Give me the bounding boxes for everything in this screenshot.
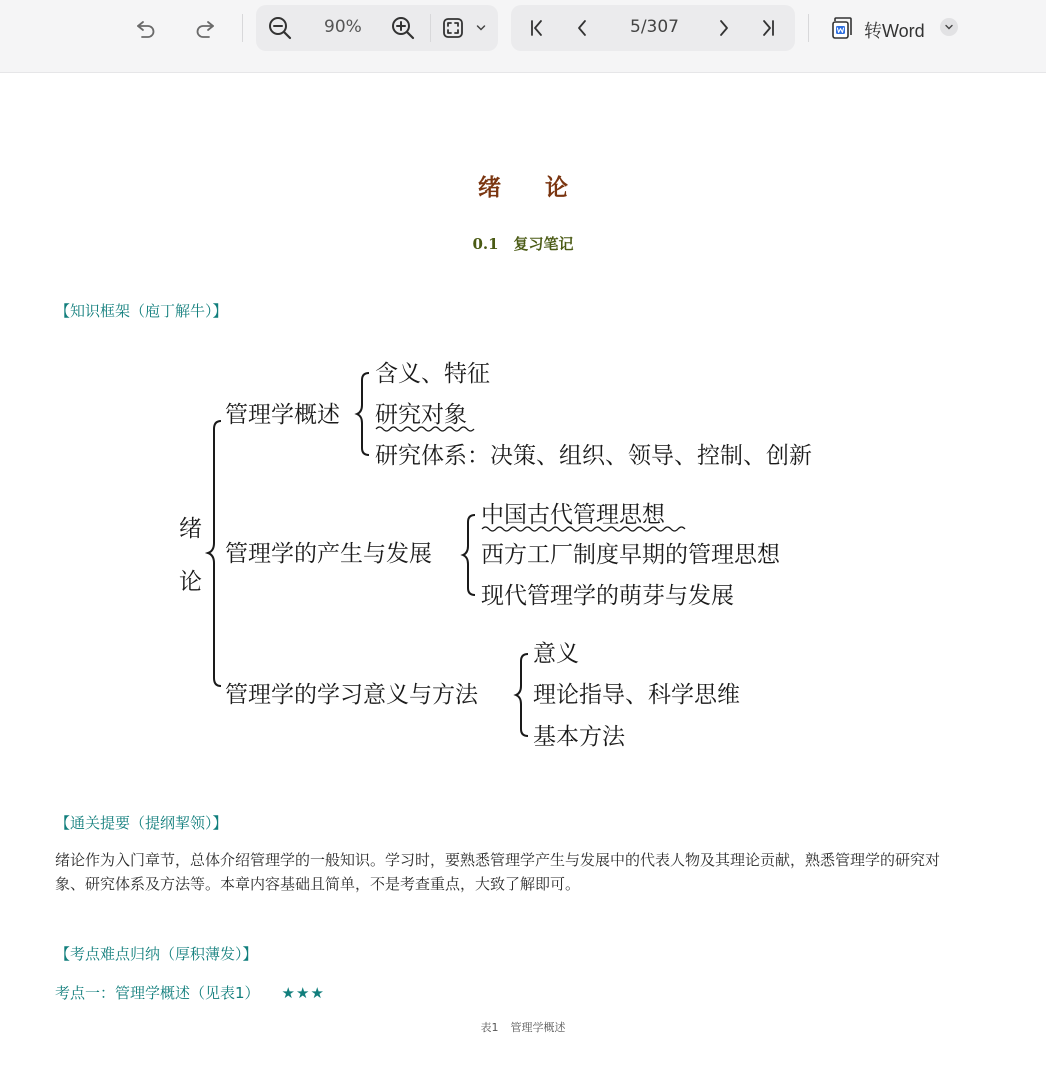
branch-label: 管理学的产生与发展 <box>225 541 432 567</box>
chevron-down-icon <box>476 24 486 32</box>
summary-paragraph <box>55 848 995 896</box>
zoom-in-icon <box>390 15 416 41</box>
branch-item: 基本方法 <box>533 724 625 750</box>
zoom-divider <box>430 14 431 42</box>
fit-screen-icon <box>441 16 465 40</box>
chevron-down-icon <box>944 23 954 31</box>
branch-item: 西方工厂制度早期的管理思想 <box>481 542 780 568</box>
section-subtitle: 0.1 复习笔记 <box>472 235 574 253</box>
chapter-title: 绪 论 <box>477 174 586 201</box>
branch-item: 理论指导、科学思维 <box>533 682 740 708</box>
summary-heading: 【通关提要（提纲挈领）】 <box>55 814 228 832</box>
fit-screen-button[interactable] <box>436 8 470 48</box>
summary-line: 绪论作为入门章节，总体介绍管理学的一般知识。学习时，要熟悉管理学产生与发展中的代表人物及其理论贡献，熟悉管理学的研究对 <box>55 851 941 869</box>
convert-word-label[interactable]: 转Word <box>864 21 925 41</box>
page-indicator[interactable]: 5/307 <box>630 17 679 37</box>
branch-label: 管理学概述 <box>225 402 340 428</box>
table-caption <box>0 1019 1046 1035</box>
convert-word-button[interactable] <box>828 8 858 48</box>
word-icon <box>830 15 856 41</box>
viewer-toolbar <box>0 0 1046 73</box>
document-page <box>0 73 1046 1078</box>
fit-options-dropdown[interactable] <box>472 8 490 48</box>
caption-number: 表1 <box>480 1021 499 1034</box>
redo-button[interactable] <box>185 8 225 48</box>
first-page-icon <box>526 17 548 39</box>
branch-item: 研究对象 <box>375 402 467 428</box>
toolbar-divider <box>242 14 243 42</box>
last-page-button[interactable] <box>752 8 784 48</box>
undo-icon <box>134 16 158 40</box>
branch-item: 含义、特征 <box>375 361 490 387</box>
branch-item: 现代管理学的萌芽与发展 <box>481 583 734 609</box>
prev-page-icon <box>572 17 594 39</box>
redo-icon <box>193 16 217 40</box>
summary-line: 象、研究体系及方法等。本章内容基础且简单，不是考查重点，大致了解即可。 <box>55 875 581 893</box>
root-char: 绪 <box>179 516 202 542</box>
next-page-icon <box>712 17 734 39</box>
branch-bracket <box>516 654 528 736</box>
first-page-button[interactable] <box>521 8 553 48</box>
branch-bracket <box>357 373 369 455</box>
branch-bracket <box>463 515 475 595</box>
prev-page-button[interactable] <box>567 8 599 48</box>
branch-item: 中国古代管理思想 <box>481 502 665 528</box>
knowledge-mindmap <box>0 343 1046 793</box>
last-page-icon <box>757 17 779 39</box>
wavy-underline <box>482 527 685 531</box>
points-heading: 【考点难点归纳（厚积薄发）】 <box>55 945 258 963</box>
zoom-out-button[interactable] <box>262 8 298 48</box>
convert-word-dropdown[interactable] <box>940 18 958 36</box>
caption-text: 管理学概述 <box>510 1021 566 1034</box>
branch-item: 研究体系：决策、组织、领导、控制、创新 <box>375 443 812 469</box>
root-bracket <box>208 421 221 686</box>
zoom-in-button[interactable] <box>385 8 421 48</box>
root-char: 论 <box>179 569 202 595</box>
toolbar-divider <box>808 14 809 42</box>
zoom-level[interactable]: 90% <box>324 17 362 37</box>
next-page-button[interactable] <box>707 8 739 48</box>
framework-heading: 【知识框架（庖丁解牛）】 <box>55 302 228 320</box>
branch-item: 意义 <box>533 641 579 667</box>
point-one-label: 考点一：管理学概述（见表1） <box>55 984 260 1002</box>
point-one <box>55 982 325 1003</box>
undo-button[interactable] <box>126 8 166 48</box>
importance-stars: ★★★ <box>281 984 325 1002</box>
branch-label: 管理学的学习意义与方法 <box>225 682 478 708</box>
zoom-out-icon <box>267 15 293 41</box>
